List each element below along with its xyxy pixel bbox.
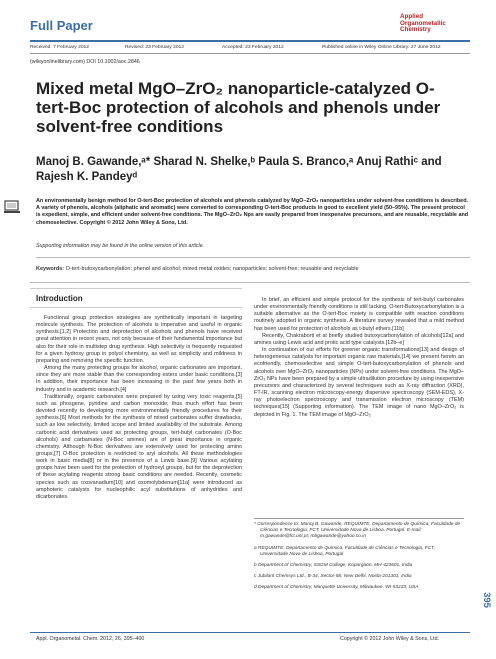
- footnote-correspondence: * Correspondence to: Manoj B. Gawande, REQUIMTE, Departamento de Química, Faculdade de Ciências e Tecnologia, FCT, Universidade Nova de Lisboa, Portugal. E-mail: m.gawande@fct.unl.pt; mbgawande@yahoo.co.in: [254, 522, 461, 540]
- keywords-list: O-tert-butoxycarbonylation; phenol and alcohol; mixed metal oxides; nanoparticles; solvent-free; reusable and recyclable: [65, 266, 359, 272]
- journal-logo-line: Organometallic: [400, 19, 446, 27]
- dates-rule: [30, 53, 470, 54]
- article-title: Mixed metal MgO–ZrO₂ nanoparticle-catalyzed O-tert-Boc protection of alcohols and phenols under solvent-free conditions: [36, 79, 441, 136]
- keywords-rule: [30, 282, 470, 283]
- doi-line[interactable]: (wileyonlinelibrary.com) DOI 10.1002/aoc.2846: [30, 59, 140, 65]
- citation: Appl. Organometal. Chem. 2012, 26, 395–400: [36, 636, 145, 642]
- accepted-date: Accepted: 23 February 2012: [222, 45, 284, 50]
- paragraph: Recently, Chakraborti et al briefly studied butoxycarbonylation of alcohols[12a] and amines using Lewis acid and protic acid type catalysts.[12b–e]: [254, 332, 464, 346]
- revised-date: Revised: 23 February 2012: [125, 45, 184, 50]
- author-list: Manoj B. Gawande,ᵃ* Sharad N. Shelke,ᵇ Paula S. Branco,ᵃ Anuj Rathiᶜ and Rajesh K. Pandeyᵈ: [36, 156, 442, 183]
- header-rule: [30, 40, 470, 42]
- abstract-rule: [36, 257, 470, 258]
- paragraph: Among the many protecting groups for alcohol, organic carbonates are important, since they are more stable than the corresponding esters under basic conditions.[3] In addition, their importance has been increasing in the past few years both in industry and in academic research.[4]: [36, 365, 242, 393]
- paragraph: In continuation of our efforts for greener organic transformations[13] and design of heterogeneous catalysts for important organic raw materials,[14] we present herein an ecofriendly, chemoselective and simple O-tert-butoxycarbonylation of phenols and alcohols over MgO–ZrO₂ nanoparticles (NPs) under solvent-free conditions. The MgO–ZrO₂ NPs have been prepared by a simple ultradilution procedure by using inexpensive precursors and characterized by several techniques such as X-ray diffraction (XRD), FT-IR, scanning electron microscopy-energy dispersive spectroscopy (SEM-EDS), X-ray photoelectron spectroscopy and transmission electron microscopy (TEM) techniques[15] (Supporting information). The TEM image of nano MgO–ZrO₂ is depicted in Fig. 1. The TEM image of MgO–ZrO₂: [254, 347, 464, 418]
- page-number: 395: [481, 592, 492, 608]
- abstract: An environmentally benign method for O-tert-Boc protection of alcohols and phenols catalyzed by MgO–ZrO₂ nanoparticles under solvent-free conditions is described. A variety of phenols, alcohols (aliphatic and aromatic) were converted to corresponding O-tert-Boc products in good to excellent yield (50–95%). The present protocol is expedient, simple, and efficient under solvent-free conditions. The MgO–ZrO₂ Nps are easily prepared from inexpensive precursors, and are reusable, recyclable and chemoselective. Copyright © 2012 John Wiley & Sons, Ltd.: [36, 198, 469, 226]
- footnote-affiliation-a: a REQUIMTE, Departamento de Química, Faculdade de Ciências e Tecnologia, FCT, Universidade Nova de Lisboa, Portugal: [254, 545, 435, 557]
- copyright: Copyright © 2012 John Wiley & Sons, Ltd.: [340, 636, 440, 642]
- paragraph: Traditionally, organic carbonates were prepared by using very toxic reagents,[5] such as phosgene, pyridine and carbon monoxide; thus much effort has been devoted recently to developing more environmentally friendly procedures for their synthesis.[6] Most methods for the synthesis of mixed carbonates suffer drawbacks, such as low selectivity, limited scope and limited availability of the substrate. Among carbonic acid derivatives used as protecting groups, tert-butyl carbonates (O-Boc alcohols) and carbamates (N-Boc amines) are of great importance in organic chemistry. Although N-Boc derivatives are extensively used for protecting amino groups,[7] O-Boc protection is restricted to aryl alcohols. All these methodologies work in basic media[8] or in the presence of a Lewis base.[9] Various acylating groups have been used for the protection of hydroxyl groups, but for the deprotection of these acylating reagents strong basic conditions are needed. Recently, cosmetic species such as oxovanadium[10] and oxomolybdenum[11a] were introduced as amphoteric catalysts for nucleophilic acyl substitutions of anhydrides and dicarbonates.: [36, 393, 242, 500]
- footnote-affiliation-b: b Department of Chemistry, SSGM College, Kopargaon, MH-423601, India: [254, 563, 413, 569]
- journal-logo: [400, 14, 470, 34]
- text-column-right: [254, 297, 464, 419]
- footnote-affiliation-d: d Department of Chemistry, Marquette University, Milwaukee, WI-53233, USA: [254, 585, 419, 591]
- footnote-affiliation-c: c Jubilant Chemsys Ltd., B-34, Sector-58, New Delhi, Noida-201301, India: [254, 574, 412, 580]
- footer-rule: [30, 632, 470, 633]
- journal-logo-line: Chemistry: [400, 26, 431, 33]
- paragraph: In brief, an efficient and simple protocol for the synthesis of tert-butyl carbonates under environmentally friendly conditions is still lacking. O-tert-Butoxycarbonylation is a suitable alternative as the O-tert-Boc moiety is compatible with reaction conditions routinely adopted in organic synthesis. A literature survey revealed that a mild method has been used for protection of alcohols as t-butyl ethers.[11b]: [254, 297, 464, 332]
- journal-logo-line: Applied: [400, 13, 424, 20]
- page-header: [30, 14, 470, 40]
- keywords-label: Keywords:: [36, 266, 65, 272]
- paper-type: Full Paper: [30, 18, 93, 33]
- published-date: Published online in Wiley Online Library: 27 June 2012: [322, 45, 441, 50]
- computer-icon[interactable]: [3, 200, 21, 214]
- keywords: [36, 266, 470, 272]
- supporting-info-note: Supporting information may be found in the online version of this article.: [36, 243, 205, 249]
- text-column-left: [36, 315, 242, 501]
- intro-heading: Introduction: [36, 294, 83, 303]
- footnotes: [254, 522, 464, 597]
- paragraph: Functional group protection strategies are synthetically important in targeting molecule synthesis. The protection of alcohols is imperative and useful in organic synthesis.[1,2] Protection and deprotection of alcohols and phenols have received great attention in recent years, not only because of their fundamental importance but also for their role in multistep drug synthesis. High selectivity is frequently requested for a given hydroxy group in polyol chemistry, as well as simplicity and mildness in preparing and removing the specific function.: [36, 315, 242, 364]
- footnote-rule: [254, 518, 464, 519]
- received-date: Received: 7 February 2012: [30, 45, 89, 50]
